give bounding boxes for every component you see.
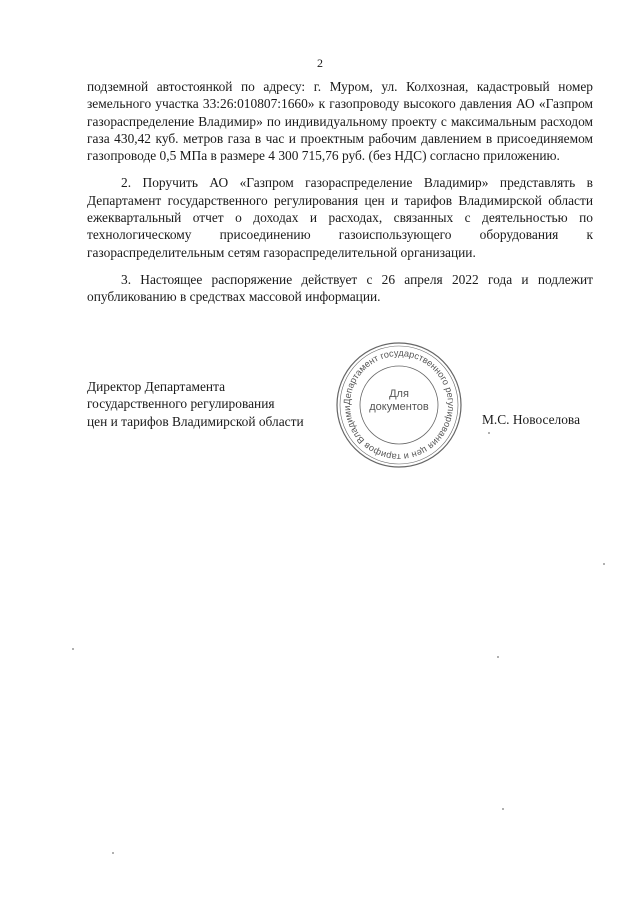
- signer-title: [87, 378, 304, 430]
- signer-title-line: государственного регулирования: [87, 396, 275, 412]
- stamp-ring-text: Департамент государственного регулирования цен и тарифов Владими: [341, 347, 457, 463]
- scan-speck: [502, 808, 504, 810]
- document-body: [87, 78, 593, 316]
- paragraph-item-2: 2. Поручить АО «Газпром газораспределение Владимир» представлять в Департамент государственного регулирования цен и тарифов Владимирской области ежеквартальный отчет о доходах и расходах, связанных с деятельностью по технологическому присоединению газоиспользующего оборудования к газораспределительным сетям газораспределительной организации.: [87, 175, 593, 260]
- official-stamp: [334, 340, 464, 470]
- scan-speck: [112, 852, 114, 854]
- signer-title-line: цен и тарифов Владимирской области: [87, 413, 304, 429]
- stamp-center-line: Для: [389, 388, 409, 400]
- stamp-center-text: [334, 388, 464, 414]
- scan-speck: [72, 648, 74, 650]
- scan-speck: [488, 432, 490, 434]
- paragraph-item-3: 3. Настоящее распоряжение действует с 26 апреля 2022 года и подлежит опубликованию в средствах массовой информации.: [87, 271, 593, 305]
- stamp-center-line: документов: [369, 401, 429, 413]
- signer-title-line: Директор Департамента: [87, 379, 226, 394]
- page-number: 2: [317, 56, 323, 70]
- signer-name: М.С. Новоселова: [482, 412, 581, 427]
- scan-speck: [497, 656, 499, 658]
- scan-speck: [603, 563, 605, 565]
- paragraph-continuation: подземной автостоянкой по адресу: г. Муром, ул. Колхозная, кадастровый номер земельного участка 33:26:010807:1660» к газопроводу высокого давления АО «Газпром газораспределение Владимир» по индивидуальному проекту с максимальным расходом газа 430,42 куб. метров газа в час и проектным рабочим давлением в присоединяемом газопроводе 0,5 МПа в размере 4 300 715,76 руб. (без НДС) согласно приложению.: [87, 79, 593, 164]
